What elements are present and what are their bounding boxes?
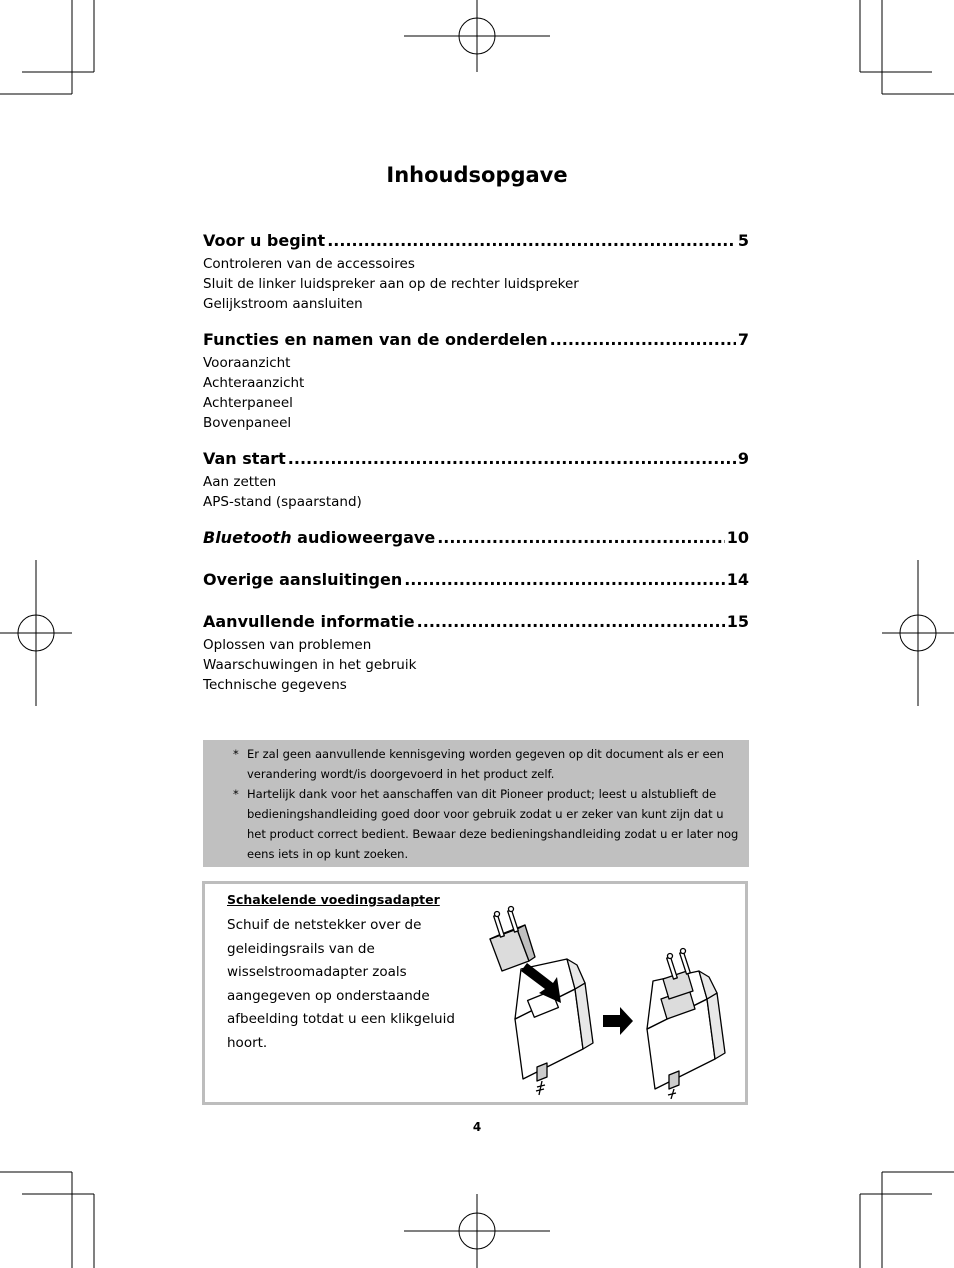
toc-subitem[interactable]: Vooraanzicht (203, 355, 291, 371)
toc-section[interactable] (203, 610, 749, 695)
toc-page-number: 5 (737, 231, 749, 250)
toc-section[interactable] (203, 328, 749, 433)
toc-section-title-italic: Bluetooth (203, 528, 292, 547)
toc-leader-dots (437, 526, 725, 550)
toc-subitem[interactable]: Bovenpaneel (203, 415, 292, 431)
note-marker: * (233, 787, 239, 801)
toc-leader-dots (288, 447, 736, 471)
toc-leader-dots (327, 229, 736, 253)
toc-leader-dots (550, 328, 736, 352)
note-text: Er zal geen aanvullende kennisgeving worden gegeven op dit document als er een verandering wordt/is doorgevoerd in het product zelf. (247, 747, 724, 781)
note-marker: * (233, 747, 239, 761)
note-item (233, 784, 743, 864)
toc-leader-dots (417, 610, 725, 634)
toc-page-number: 10 (726, 528, 749, 547)
toc-subitem[interactable]: Technische gegevens (203, 677, 347, 693)
toc-section[interactable] (203, 447, 749, 512)
toc-subitem[interactable]: Achteraanzicht (203, 375, 305, 391)
adapter-heading: Schakelende voedingsadapter (227, 892, 440, 907)
toc-subitem[interactable]: Aan zetten (203, 474, 277, 490)
toc-subitem[interactable]: Sluit de linker luidspreker aan op de rechter luidspreker (203, 276, 579, 292)
table-of-contents (203, 229, 749, 709)
toc-section[interactable] (203, 568, 749, 592)
toc-page-number: 7 (737, 330, 749, 349)
toc-page-number: 14 (726, 570, 749, 589)
toc-subitem[interactable]: Oplossen van problemen (203, 637, 372, 653)
page-title: Inhoudsopgave (386, 163, 568, 187)
adapter-instructions: Schuif de netstekker over de geleidingsrails van de wisselstroomadapter zoals aangegeven op onderstaande afbeelding totdat u een klikgeluid hoort. (227, 917, 455, 1051)
toc-section-title-rest: audioweergave (291, 528, 436, 547)
toc-section-title[interactable]: Van start (203, 449, 286, 468)
toc-section[interactable] (203, 229, 749, 314)
toc-section[interactable] (203, 526, 749, 550)
note-item (233, 744, 743, 784)
toc-section-title[interactable]: Voor u begint (203, 231, 326, 250)
toc-subitem[interactable]: Waarschuwingen in het gebruik (203, 657, 417, 673)
toc-subitem[interactable]: Gelijkstroom aansluiten (203, 296, 363, 312)
toc-subitem[interactable]: APS-stand (spaarstand) (203, 494, 362, 510)
toc-leader-dots (404, 568, 725, 592)
notes-box (203, 740, 749, 867)
toc-page-number: 15 (726, 612, 749, 631)
toc-section-title[interactable]: Overige aansluitingen (203, 570, 403, 589)
toc-section-title[interactable]: Functies en namen van de onderdelen (203, 330, 548, 349)
toc-subitem[interactable]: Achterpaneel (203, 395, 293, 411)
toc-subitem[interactable]: Controleren van de accessoires (203, 256, 415, 272)
note-text: Hartelijk dank voor het aanschaffen van dit Pioneer product; leest u alstublieft de bedieningshandleiding goed door voor gebruik zodat u er zeker van kunt zijn dat u het product correct bedient. Bewaar deze bedieningshandleiding zodat u er later nog eens iets in op kunt zoeken. (247, 787, 739, 861)
adapter-info-box (202, 881, 748, 1105)
toc-page-number: 9 (737, 449, 749, 468)
toc-section-title[interactable] (203, 526, 435, 550)
toc-section-title[interactable]: Aanvullende informatie (203, 612, 415, 631)
adapter-illustration (475, 899, 730, 1099)
page-number: 4 (472, 1120, 482, 1134)
